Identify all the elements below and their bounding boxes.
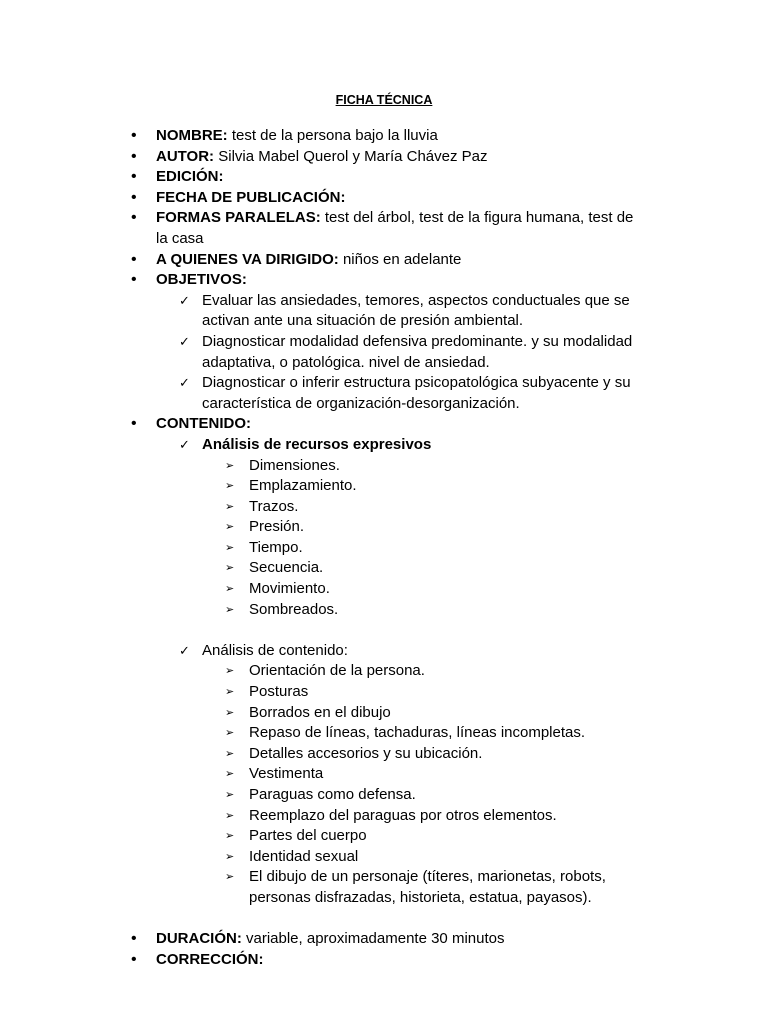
list-item xyxy=(0,867,768,888)
page-title: FICHA TÉCNICA xyxy=(335,93,433,107)
objetivo-item-cont xyxy=(0,353,768,374)
list-item xyxy=(0,723,768,744)
list-item xyxy=(0,579,768,600)
list-item-text: Tiempo. xyxy=(249,538,303,556)
arrow-bullet-icon: ➢ xyxy=(225,789,235,801)
field-nombre xyxy=(0,126,768,147)
field-label: EDICIÓN: xyxy=(156,168,224,186)
objetivo-item xyxy=(0,291,768,312)
list-item-cont xyxy=(0,888,768,909)
arrow-bullet-icon: ➢ xyxy=(225,850,235,863)
arrow-bullet-icon: ➢ xyxy=(225,500,235,513)
list-item-text: Borrados en el dibujo xyxy=(249,703,391,721)
list-item-text: El dibujo de un personaje (títeres, marionetas, robots, xyxy=(249,868,606,886)
list-item xyxy=(0,826,768,847)
field-correccion xyxy=(0,950,768,971)
arrow-bullet-icon: ➢ xyxy=(225,541,235,554)
field-label: CONTENIDO: xyxy=(156,415,251,433)
list-item xyxy=(0,558,768,579)
document-body xyxy=(0,126,768,970)
field-formas xyxy=(0,208,768,229)
field-label: A QUIENES VA DIRIGIDO: xyxy=(156,250,339,268)
arrow-bullet-icon: ➢ xyxy=(225,830,235,843)
arrow-bullet-icon: ➢ xyxy=(225,686,235,699)
list-item-text: Orientación de la persona. xyxy=(249,662,425,680)
list-item-text: Vestimenta xyxy=(249,765,324,783)
field-label: DURACIÓN: xyxy=(156,930,242,948)
objetivo-text: adaptativa, o patológica. nivel de ansiedad. xyxy=(202,353,490,371)
field-value: test del árbol, test de la figura humana, test de xyxy=(320,209,634,227)
list-item-text: Presión. xyxy=(249,518,305,536)
list-item-text: Reemplazo del paraguas por otros elementos. xyxy=(249,806,557,824)
checkmark-icon: ✓ xyxy=(179,642,190,658)
list-item-text: Detalles accesorios y su ubicación. xyxy=(249,744,483,762)
checkmark-icon: ✓ xyxy=(179,436,190,452)
list-item xyxy=(0,764,768,785)
field-objetivos xyxy=(0,270,768,291)
arrow-bullet-icon: ➢ xyxy=(225,706,235,719)
list-item xyxy=(0,600,768,621)
bullet-icon: • xyxy=(131,950,137,968)
list-item-text: Trazos. xyxy=(249,497,299,515)
list-item-text: Repaso de líneas, tachaduras, líneas incompletas. xyxy=(249,724,586,742)
list-item xyxy=(0,703,768,724)
objetivo-text: Diagnosticar modalidad defensiva predominante. y su modalidad xyxy=(202,332,633,350)
list-item xyxy=(0,456,768,477)
field-formas-cont xyxy=(0,229,768,250)
field-label: NOMBRE: xyxy=(156,127,228,144)
bullet-icon: • xyxy=(131,930,137,948)
arrow-bullet-icon: ➢ xyxy=(225,583,235,596)
spacer xyxy=(0,620,768,641)
list-item xyxy=(0,661,768,682)
field-label: FECHA DE PUBLICACIÓN: xyxy=(156,188,346,206)
list-item xyxy=(0,744,768,765)
list-item xyxy=(0,806,768,827)
field-value: variable, aproximadamente 30 minutos xyxy=(241,930,505,948)
arrow-bullet-icon: ➢ xyxy=(225,562,235,575)
bullet-icon: • xyxy=(131,188,137,206)
arrow-bullet-icon: ➢ xyxy=(225,480,235,493)
contenido-heading xyxy=(0,641,768,662)
objetivo-text: Diagnosticar o inferir estructura psicopatológica subyacente y su xyxy=(202,374,631,392)
field-duracion xyxy=(0,929,768,950)
list-item-text: Emplazamiento. xyxy=(249,477,357,495)
arrow-bullet-icon: ➢ xyxy=(225,768,235,781)
bullet-icon: • xyxy=(131,209,137,227)
list-item xyxy=(0,538,768,559)
list-item-text: Identidad sexual xyxy=(249,847,359,865)
objetivo-text: activan ante una situación de presión ambiental. xyxy=(202,312,524,330)
list-item xyxy=(0,847,768,868)
field-label: OBJETIVOS: xyxy=(156,271,247,289)
bullet-icon: • xyxy=(131,415,137,433)
list-item xyxy=(0,517,768,538)
field-value: niños en adelante xyxy=(338,250,462,268)
spacer xyxy=(0,909,768,930)
list-item-text: personas disfrazadas, historieta, estatua, payasos). xyxy=(249,888,592,906)
field-label: AUTOR: xyxy=(156,147,215,165)
field-fecha xyxy=(0,188,768,209)
field-value: test de la persona bajo la lluvia xyxy=(227,127,438,144)
arrow-bullet-icon: ➢ xyxy=(225,809,235,822)
list-item xyxy=(0,785,768,806)
list-item xyxy=(0,476,768,497)
objetivo-item xyxy=(0,332,768,353)
checkmark-icon: ✓ xyxy=(179,333,190,349)
arrow-bullet-icon: ➢ xyxy=(225,727,235,740)
field-dirigido xyxy=(0,250,768,271)
field-contenido xyxy=(0,414,768,435)
recursos-heading-text: Análisis de recursos expresivos xyxy=(202,435,432,453)
list-item-text: Posturas xyxy=(249,683,309,701)
checkmark-icon: ✓ xyxy=(179,375,190,391)
bullet-icon: • xyxy=(131,168,137,186)
bullet-icon: • xyxy=(131,250,137,268)
arrow-bullet-icon: ➢ xyxy=(225,747,235,760)
contenido-heading-text: Análisis de contenido: xyxy=(202,641,348,659)
list-item-text: Movimiento. xyxy=(249,580,330,598)
list-item xyxy=(0,682,768,703)
list-item-text: Paraguas como defensa. xyxy=(249,786,416,803)
bullet-icon: • xyxy=(131,127,137,144)
list-item-text: Sombreados. xyxy=(249,600,339,618)
arrow-bullet-icon: ➢ xyxy=(225,521,235,534)
arrow-bullet-icon: ➢ xyxy=(225,665,235,678)
arrow-bullet-icon: ➢ xyxy=(225,871,235,884)
field-label: CORRECCIÓN: xyxy=(156,950,264,968)
field-value: la casa xyxy=(156,229,204,247)
objetivo-item-cont xyxy=(0,394,768,415)
arrow-bullet-icon: ➢ xyxy=(225,603,235,616)
checkmark-icon: ✓ xyxy=(179,292,190,308)
field-label: FORMAS PARALELAS: xyxy=(156,209,321,227)
bullet-icon: • xyxy=(131,271,137,289)
arrow-bullet-icon: ➢ xyxy=(225,459,235,472)
objetivo-text: Evaluar las ansiedades, temores, aspectos conductuales que se xyxy=(202,291,630,309)
list-item-text: Partes del cuerpo xyxy=(249,827,367,845)
field-autor xyxy=(0,147,768,168)
bullet-icon: • xyxy=(131,147,137,165)
field-value: Silvia Mabel Querol y María Chávez Paz xyxy=(214,147,488,165)
field-edicion xyxy=(0,167,768,188)
objetivo-text: característica de organización-desorganización. xyxy=(202,394,520,412)
list-item-text: Dimensiones. xyxy=(249,456,340,474)
recursos-heading xyxy=(0,435,768,456)
objetivo-item xyxy=(0,373,768,394)
list-item-text: Secuencia. xyxy=(249,559,324,577)
objetivo-item-cont xyxy=(0,311,768,332)
list-item xyxy=(0,497,768,518)
